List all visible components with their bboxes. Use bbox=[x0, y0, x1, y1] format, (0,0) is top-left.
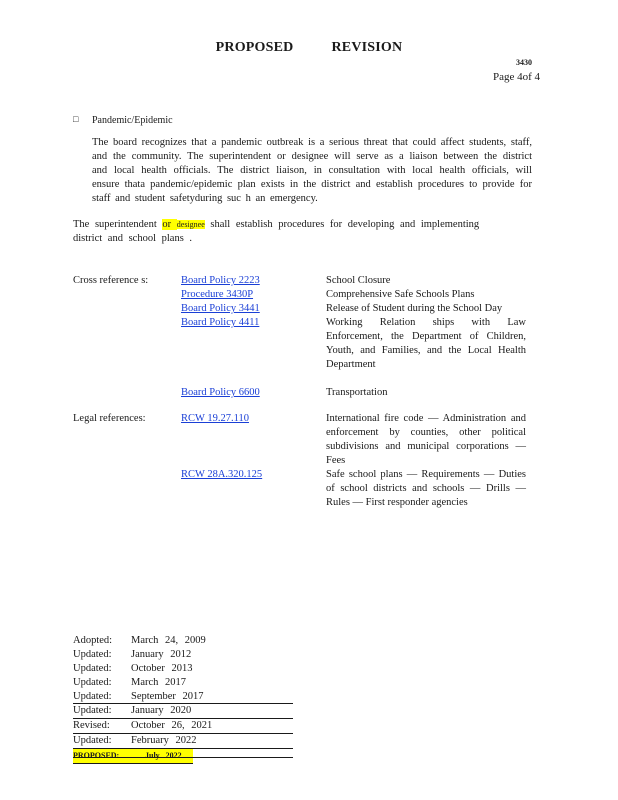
page-number: Page 4of 4 bbox=[492, 71, 540, 83]
cross-reference-row bbox=[73, 386, 543, 400]
history-row bbox=[73, 634, 293, 648]
legal-reference-title: International fire code — Administration and enforcement by counties, other political subdivisions and municipal corporations — Fees bbox=[326, 413, 526, 466]
section-heading: Pandemic/Epidemic bbox=[92, 115, 173, 126]
history-row bbox=[73, 690, 293, 705]
procedures-after: shall establish procedures for developing and implementing district and school plans . bbox=[73, 219, 480, 244]
section-body: The board recognizes that a pandemic outbreak is a serious threat that could affect students, staff, and the community. The superintendent or designee will serve as a liaison between the district and local health officials. The district liaison, in consultation with local health officials, will ensure thata pandemic/epidemic plan exists in the district and establish procedures to provide for staff and student safetyduring suc h an emergency. bbox=[92, 137, 532, 204]
cross-reference-title: Comprehensive Safe Schools Plans bbox=[326, 289, 475, 300]
history-date: October 2013 bbox=[131, 662, 193, 674]
legal-reference-title: Safe school plans — Requirements — Duties of school districts and schools — Drills — Rules — First responder agencies bbox=[326, 469, 526, 508]
history-date: February 2022 bbox=[131, 735, 197, 747]
cross-reference-block bbox=[73, 274, 543, 400]
highlight-designee: designee bbox=[176, 220, 205, 229]
legal-reference-link[interactable]: RCW 28A.320.125 bbox=[181, 469, 263, 480]
history-date: October 26, 2021 bbox=[131, 720, 213, 732]
highlight-or: or bbox=[162, 219, 177, 230]
square-bullet-icon: □ bbox=[73, 114, 79, 124]
cross-reference-link[interactable]: Board Policy 6600 bbox=[181, 387, 260, 398]
history-row bbox=[73, 648, 293, 662]
cross-reference-row bbox=[73, 316, 543, 372]
cross-reference-link[interactable]: Board Policy 2223 bbox=[181, 275, 260, 286]
history-row bbox=[73, 676, 293, 690]
history-label: PROPOSED: bbox=[73, 751, 120, 761]
history-date: March 2017 bbox=[131, 676, 187, 688]
legal-reference-link[interactable]: RCW 19.27.110 bbox=[181, 413, 249, 424]
divider bbox=[73, 757, 293, 758]
adoption-history bbox=[73, 634, 293, 764]
cross-reference-title: School Closure bbox=[326, 275, 391, 286]
procedures-before: The superintendent bbox=[73, 219, 163, 230]
history-label: Updated: bbox=[73, 648, 112, 660]
cross-reference-link[interactable]: Board Policy 4411 bbox=[181, 317, 260, 328]
title-revision: REVISION bbox=[331, 40, 403, 55]
history-label: Revised: bbox=[73, 720, 110, 732]
title-proposed: PROPOSED bbox=[215, 40, 294, 55]
policy-number: 3430 bbox=[516, 58, 532, 67]
history-label: Updated: bbox=[73, 690, 112, 702]
cross-reference-label: Cross reference s: bbox=[73, 275, 149, 286]
history-label: Adopted: bbox=[73, 635, 113, 646]
history-row bbox=[73, 719, 293, 734]
cross-reference-link[interactable]: Board Policy 3441 bbox=[181, 303, 260, 314]
cross-reference-title: Working Relation ships with Law Enforcement, the Department of Children, Youth, and Families, and the Local Health Department bbox=[326, 317, 526, 370]
history-date: September 2017 bbox=[131, 690, 204, 702]
legal-reference-row bbox=[73, 468, 543, 510]
legal-reference-label: Legal references: bbox=[73, 413, 146, 424]
history-row bbox=[73, 704, 293, 719]
legal-reference-row bbox=[73, 412, 543, 468]
cross-reference-title: Transportation bbox=[326, 387, 388, 398]
page-title bbox=[0, 40, 618, 56]
history-date: March 24, 2009 bbox=[131, 635, 206, 646]
cross-reference-title: Release of Student during the School Day bbox=[326, 303, 503, 314]
history-label: Updated: bbox=[73, 676, 112, 688]
history-date: January 2012 bbox=[131, 648, 192, 660]
procedures-paragraph bbox=[73, 218, 503, 246]
history-label: Updated: bbox=[73, 662, 112, 674]
cross-reference-row bbox=[73, 288, 543, 302]
cross-reference-row bbox=[73, 274, 543, 288]
history-date: January 2020 bbox=[131, 705, 192, 717]
cross-reference-row bbox=[73, 302, 543, 316]
cross-reference-link[interactable]: Procedure 3430P bbox=[181, 289, 254, 300]
history-label: Updated: bbox=[73, 735, 112, 747]
legal-reference-block bbox=[73, 412, 543, 510]
history-row bbox=[73, 734, 293, 749]
history-date: July 2022 bbox=[145, 751, 182, 761]
history-label: Updated: bbox=[73, 705, 112, 717]
history-row bbox=[73, 662, 293, 676]
